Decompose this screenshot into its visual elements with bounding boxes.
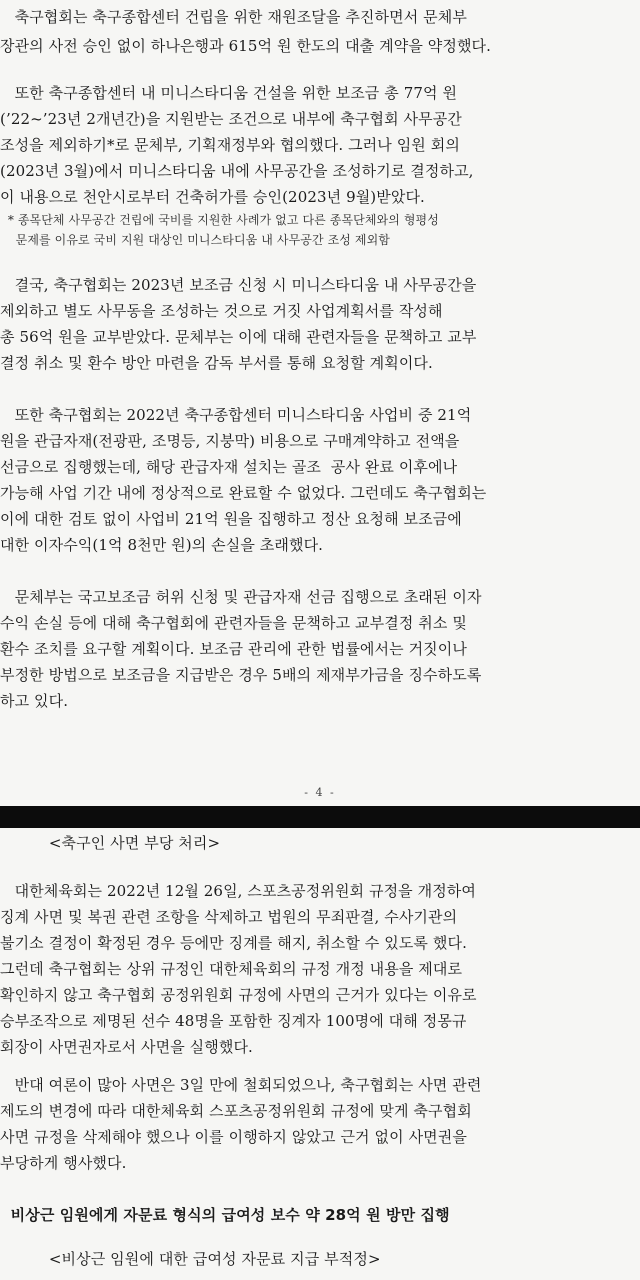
- text-line: 대한 이자수익(1억 8천만 원)의 손실을 초래했다.: [0, 536, 324, 554]
- text-line: 불기소 결정이 확정된 경우 등에만 징계를 해지, 취소할 수 있도록 했다.: [0, 934, 467, 952]
- text-line: 징계 사면 및 복권 관련 조항을 삭제하고 법원의 무죄판결, 수사기관의: [0, 908, 458, 926]
- text-line: (’22~’23년 2개년간)을 지원받는 조건으로 내부에 축구협회 사무공간: [0, 110, 462, 128]
- text-line: 원을 관급자재(전광판, 조명등, 지붕막) 비용으로 구매계약하고 전액을: [0, 432, 460, 450]
- section-title: <축구인 사면 부당 처리>: [44, 834, 221, 852]
- text-line: 부당하게 행사했다.: [0, 1154, 127, 1172]
- page-separator: [0, 806, 640, 828]
- text-line: 결국, 축구협회는 2023년 보조금 신청 시 미니스타디움 내 사무공간을: [0, 276, 477, 294]
- text-line: 총 56억 원을 교부받았다. 문체부는 이에 대해 관련자들을 문책하고 교부: [0, 328, 477, 346]
- text-line: 부정한 방법으로 보조금을 지급받은 경우 5배의 제재부가금을 징수하도록: [0, 666, 482, 684]
- text-line: 제외하고 별도 사무동을 조성하는 것으로 거짓 사업계획서를 작성해: [0, 302, 443, 320]
- sub-section-title: <비상근 임원에 대한 급여성 자문료 지급 부적정>: [44, 1250, 381, 1268]
- text-line: 가능해 사업 기간 내에 정상적으로 완료할 수 없었다. 그런데도 축구협회는: [0, 484, 487, 502]
- text-line: 제도의 변경에 따라 대한체육회 스포츠공정위원회 규정에 맞게 축구협회: [0, 1102, 472, 1120]
- text-line: 문체부는 국고보조금 허위 신청 및 관급자재 선금 집행으로 초래된 이자: [0, 588, 482, 606]
- text-line: 수익 손실 등에 대해 축구협회에 관련자들을 문책하고 교부결정 취소 및: [0, 614, 467, 632]
- page-number: - 4 -: [304, 786, 336, 799]
- text-line: 사면 규정을 삭제해야 했으나 이를 이행하지 않았고 근거 없이 사면권을: [0, 1128, 467, 1146]
- text-line: 확인하지 않고 축구협회 공정위원회 규정에 사면의 근거가 있다는 이유로: [0, 986, 477, 1004]
- text-line: 또한 축구종합센터 내 미니스타디움 건설을 위한 보조금 총 77억 원: [0, 84, 458, 102]
- text-line: 승부조작으로 제명된 선수 48명을 포함한 징계자 100명에 대해 정몽규: [0, 1012, 467, 1030]
- text-line: 또한 축구협회는 2022년 축구종합센터 미니스타디움 사업비 중 21억: [0, 406, 472, 424]
- text-line: 조성을 제외하기*로 문체부, 기획재정부와 협의했다. 그러나 임원 회의: [0, 136, 460, 154]
- text-line: 이에 대한 검토 없이 사업비 21억 원을 집행하고 정산 요청해 보조금에: [0, 510, 462, 528]
- section-heading: 비상근 임원에게 자문료 형식의 급여성 보수 약 28억 원 방만 집행: [0, 1206, 450, 1224]
- text-line: 그런데 축구협회는 상위 규정인 대한체육회의 규정 개정 내용을 제대로: [0, 960, 463, 978]
- text-line: 회장이 사면권자로서 사면을 실행했다.: [0, 1038, 253, 1056]
- text-line: 하고 있다.: [0, 692, 69, 710]
- text-line: 대한체육회는 2022년 12월 26일, 스포츠공정위원회 규정을 개정하여: [0, 882, 476, 900]
- footnote-line: 문제를 이유로 국비 지원 대상인 미니스타디움 내 사무공간 조성 제외함: [0, 233, 390, 247]
- text-line: (2023년 3월)에서 미니스타디움 내에 사무공간을 조성하기로 결정하고,: [0, 162, 474, 180]
- text-line: 결정 취소 및 환수 방안 마련을 감독 부서를 통해 요청할 계획이다.: [0, 354, 433, 372]
- document-page-5: [0, 828, 640, 1280]
- footnote-line: * 종목단체 사무공간 건립에 국비를 지원한 사례가 없고 다른 종목단체와의 형평성: [0, 213, 439, 227]
- text-line: 축구협회는 축구종합센터 건립을 위한 재원조달을 추진하면서 문체부: [0, 8, 467, 26]
- text-line: 선금으로 집행했는데, 해당 관급자재 설치는 골조 공사 완료 이후에나: [0, 458, 458, 476]
- text-line: 이 내용으로 천안시로부터 건축허가를 승인(2023년 9월)받았다.: [0, 188, 425, 206]
- text-line: 장관의 사전 승인 없이 하나은행과 615억 원 한도의 대출 계약을 약정했다.: [0, 37, 492, 55]
- text-line: 반대 여론이 많아 사면은 3일 만에 철회되었으나, 축구협회는 사면 관련: [0, 1076, 482, 1094]
- text-line: 환수 조치를 요구할 계획이다. 보조금 관리에 관한 법률에서는 거짓이나: [0, 640, 467, 658]
